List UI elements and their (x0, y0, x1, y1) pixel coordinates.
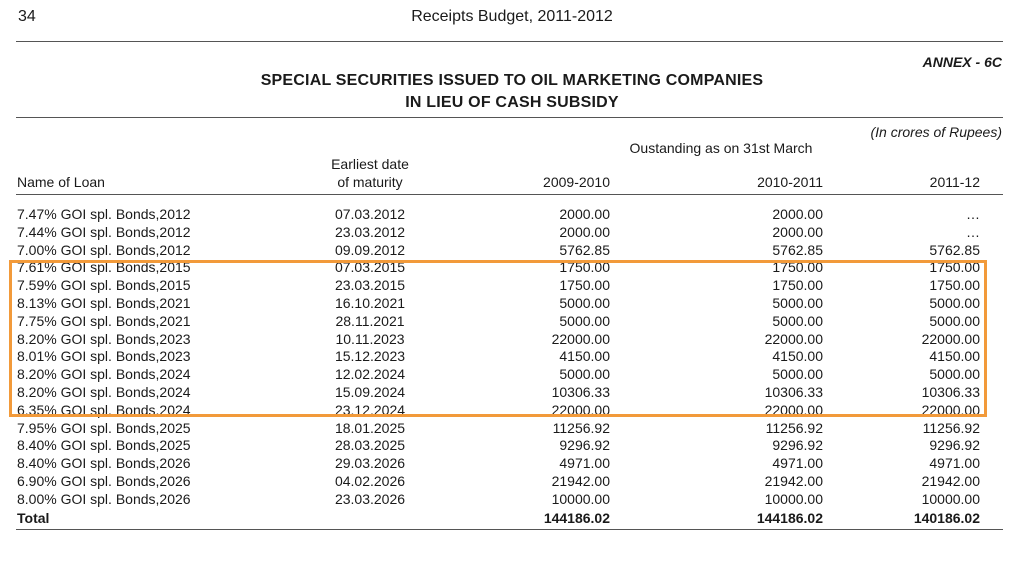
value-2011-12: 5762.85 (929, 242, 980, 258)
value-2009-2010: 22000.00 (551, 402, 610, 418)
maturity-date: 16.10.2021 (334, 295, 406, 311)
annex-label: ANNEX - 6C (922, 54, 1002, 70)
value-2011-12: … (966, 224, 980, 240)
value-2010-2011: 5000.00 (772, 295, 823, 311)
loan-name: 8.40% GOI spl. Bonds,2026 (17, 455, 191, 471)
value-2009-2010: 5000.00 (559, 313, 610, 329)
header-rule (16, 41, 1003, 42)
value-2009-2010: 1750.00 (559, 277, 610, 293)
loan-name: 7.61% GOI spl. Bonds,2015 (17, 259, 191, 275)
value-2011-12: 22000.00 (921, 402, 980, 418)
maturity-date: 07.03.2015 (334, 259, 406, 275)
maturity-date: 10.11.2023 (335, 331, 405, 347)
value-2009-2010: 4150.00 (559, 348, 610, 364)
value-2010-2011: 10306.33 (764, 384, 823, 400)
value-2009-2010: 2000.00 (559, 206, 610, 222)
value-2010-2011: 5000.00 (772, 366, 823, 382)
value-2011-12: 5000.00 (929, 366, 980, 382)
running-title: Receipts Budget, 2011-2012 (411, 8, 613, 25)
loan-name: 7.00% GOI spl. Bonds,2012 (17, 242, 191, 258)
value-2010-2011: 22000.00 (764, 331, 823, 347)
value-2010-2011: 9296.92 (772, 437, 823, 453)
loan-name: 8.20% GOI spl. Bonds,2024 (17, 384, 191, 400)
loan-name: 7.75% GOI spl. Bonds,2021 (17, 313, 191, 329)
maturity-date: 23.12.2024 (334, 402, 406, 418)
value-2011-12: 5000.00 (929, 295, 980, 311)
value-2011-12: 9296.92 (929, 437, 980, 453)
table-bottom-rule (16, 529, 1003, 530)
header-bottom-rule (16, 194, 1003, 195)
value-2010-2011: 1750.00 (772, 277, 823, 293)
value-2009-2010: 10306.33 (551, 384, 610, 400)
maturity-date: 28.11.2021 (335, 313, 405, 329)
maturity-date: 04.02.2026 (334, 473, 406, 489)
loan-name: 8.00% GOI spl. Bonds,2026 (17, 491, 191, 507)
maturity-date: 29.03.2026 (334, 455, 406, 471)
col-2010-2011-header: 2010-2011 (757, 174, 823, 190)
value-2011-12: 10306.33 (921, 384, 980, 400)
value-2010-2011: 2000.00 (772, 224, 823, 240)
loan-name: 7.59% GOI spl. Bonds,2015 (17, 277, 191, 293)
maturity-date: 15.12.2023 (334, 348, 406, 364)
value-2011-12: … (966, 206, 980, 222)
units-note: (In crores of Rupees) (870, 124, 1002, 140)
value-2009-2010: 2000.00 (559, 224, 610, 240)
loan-name: 8.40% GOI spl. Bonds,2025 (17, 437, 191, 453)
maturity-date: 12.02.2024 (334, 366, 406, 382)
total-2010-2011: 144186.02 (756, 510, 823, 526)
value-2009-2010: 9296.92 (559, 437, 610, 453)
value-2010-2011: 4971.00 (772, 455, 823, 471)
loan-name-header: Name of Loan (17, 174, 105, 190)
value-2009-2010: 5000.00 (559, 295, 610, 311)
value-2010-2011: 11256.92 (765, 420, 823, 436)
maturity-date: 18.01.2025 (334, 420, 406, 436)
value-2011-12: 1750.00 (929, 259, 980, 275)
loan-name: 8.13% GOI spl. Bonds,2021 (17, 295, 191, 311)
value-2009-2010: 11256.92 (552, 420, 610, 436)
maturity-header-line-1: Earliest date (331, 156, 409, 172)
loan-name: 7.47% GOI spl. Bonds,2012 (17, 206, 191, 222)
total-2011-12: 140186.02 (913, 510, 980, 526)
col-2011-12-header: 2011-12 (929, 174, 980, 190)
value-2011-12: 4150.00 (929, 348, 980, 364)
value-2009-2010: 22000.00 (551, 331, 610, 347)
value-2010-2011: 5762.85 (772, 242, 823, 258)
page-title-line-2: IN LIEU OF CASH SUBSIDY (405, 94, 619, 111)
maturity-date: 28.03.2025 (334, 437, 406, 453)
value-2010-2011: 21942.00 (764, 473, 823, 489)
maturity-date: 23.03.2015 (334, 277, 406, 293)
value-2010-2011: 1750.00 (772, 259, 823, 275)
title-rule (16, 117, 1003, 118)
value-2009-2010: 5000.00 (559, 366, 610, 382)
value-2011-12: 4971.00 (929, 455, 980, 471)
value-2011-12: 21942.00 (921, 473, 980, 489)
loan-name: 7.95% GOI spl. Bonds,2025 (17, 420, 191, 436)
value-2009-2010: 4971.00 (559, 455, 610, 471)
loan-name: 8.01% GOI spl. Bonds,2023 (17, 348, 191, 364)
value-2011-12: 5000.00 (929, 313, 980, 329)
value-2010-2011: 2000.00 (772, 206, 823, 222)
page-number: 34 (18, 8, 36, 25)
loan-name: 8.20% GOI spl. Bonds,2023 (17, 331, 191, 347)
page-title-line-1: SPECIAL SECURITIES ISSUED TO OIL MARKETING COMPANIES (260, 72, 764, 89)
value-2010-2011: 5000.00 (772, 313, 823, 329)
value-2009-2010: 21942.00 (551, 473, 610, 489)
value-2011-12: 22000.00 (921, 331, 980, 347)
value-2011-12: 1750.00 (929, 277, 980, 293)
maturity-header-line-2: of maturity (337, 174, 403, 190)
maturity-date: 09.09.2012 (334, 242, 406, 258)
maturity-date: 23.03.2026 (334, 491, 406, 507)
loan-name: 6.90% GOI spl. Bonds,2026 (17, 473, 191, 489)
maturity-date: 07.03.2012 (334, 206, 406, 222)
maturity-date: 23.03.2012 (334, 224, 406, 240)
value-2009-2010: 5762.85 (559, 242, 610, 258)
value-2010-2011: 22000.00 (764, 402, 823, 418)
value-2010-2011: 4150.00 (772, 348, 823, 364)
loan-name: 7.44% GOI spl. Bonds,2012 (17, 224, 191, 240)
value-2009-2010: 1750.00 (559, 259, 610, 275)
total-label: Total (17, 510, 50, 526)
loan-name: 8.20% GOI spl. Bonds,2024 (17, 366, 191, 382)
maturity-date: 15.09.2024 (334, 384, 406, 400)
loan-name: 6.35% GOI spl. Bonds,2024 (17, 402, 191, 418)
value-2010-2011: 10000.00 (764, 491, 823, 507)
value-2011-12: 10000.00 (921, 491, 980, 507)
outstanding-group-header: Oustanding as on 31st March (629, 140, 813, 156)
value-2009-2010: 10000.00 (551, 491, 610, 507)
col-2009-2010-header: 2009-2010 (543, 174, 610, 190)
total-2009-2010: 144186.02 (543, 510, 610, 526)
value-2011-12: 11256.92 (922, 420, 980, 436)
